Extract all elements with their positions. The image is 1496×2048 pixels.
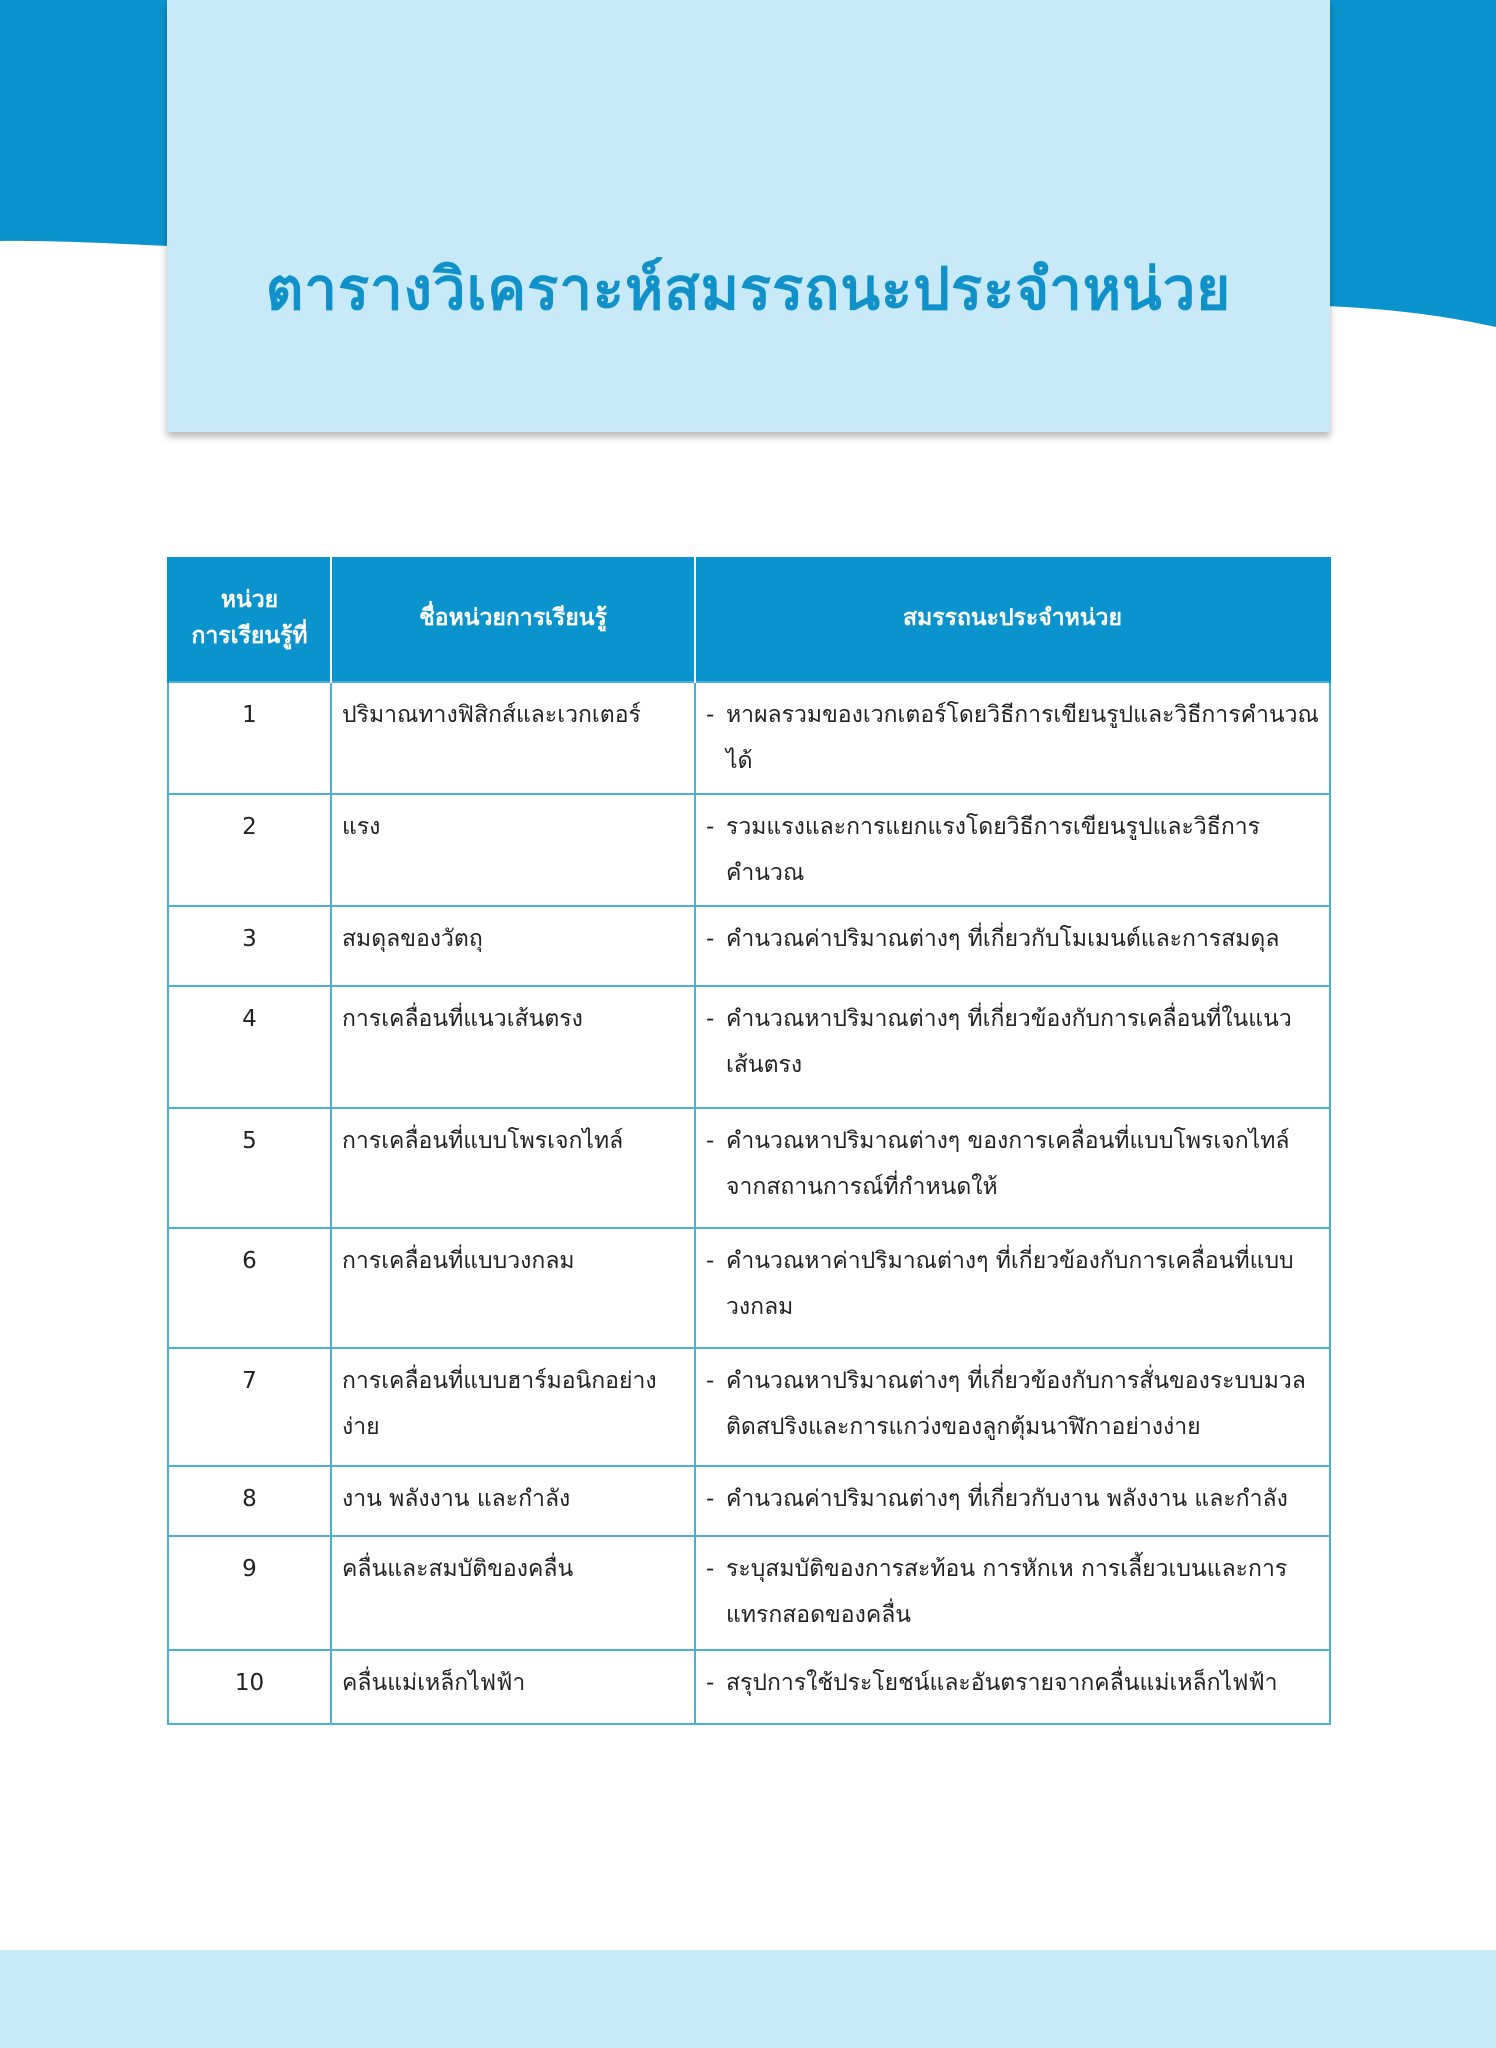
competency-item	[706, 1238, 1319, 1330]
unit-name-cell: การเคลื่อนที่แนวเส้นตรง	[331, 986, 695, 1108]
bullet-dash: -	[706, 1128, 715, 1154]
header-unit-number	[168, 557, 331, 682]
bullet-dash: -	[706, 1486, 715, 1512]
bullet-dash: -	[706, 926, 715, 952]
unit-name-cell: แรง	[331, 794, 695, 906]
unit-name-cell: ปริมาณทางฟิสิกส์และเวกเตอร์	[331, 682, 695, 794]
table-row	[168, 1536, 1330, 1650]
bullet-dash: -	[706, 1368, 715, 1394]
competency-cell	[695, 1466, 1330, 1536]
bullet-dash: -	[706, 1556, 715, 1582]
competency-cell	[695, 906, 1330, 986]
competency-text: คำนวณหาปริมาณต่างๆ ของการเคลื่อนที่แบบโพรเจกไทล์จากสถานการณ์ที่กำหนดให้	[726, 1128, 1290, 1200]
competency-item	[706, 1546, 1319, 1638]
bullet-dash: -	[706, 1248, 715, 1274]
page-title: ตารางวิเคราะห์สมรรถนะประจำหน่วย	[265, 255, 1232, 323]
competency-text: คำนวณค่าปริมาณต่างๆ ที่เกี่ยวกับโมเมนต์และการสมดุล	[726, 926, 1280, 952]
table-header-row	[168, 557, 1330, 682]
table-body	[168, 682, 1330, 1724]
competency-table	[167, 557, 1331, 1725]
competency-cell	[695, 794, 1330, 906]
competency-text: คำนวณค่าปริมาณต่างๆ ที่เกี่ยวกับงาน พลังงาน และกำลัง	[726, 1486, 1288, 1512]
competency-item	[706, 804, 1319, 896]
competency-cell	[695, 1536, 1330, 1650]
competency-cell	[695, 1650, 1330, 1724]
unit-name-cell: การเคลื่อนที่แบบโพรเจกไทล์	[331, 1108, 695, 1228]
header-unit-name: ชื่อหน่วยการเรียนรู้	[331, 557, 695, 682]
table-row	[168, 1348, 1330, 1466]
competency-item	[706, 1118, 1319, 1210]
unit-name-cell: การเคลื่อนที่แบบวงกลม	[331, 1228, 695, 1348]
footer-band	[0, 1950, 1496, 2048]
unit-name-cell: คลื่นแม่เหล็กไฟฟ้า	[331, 1650, 695, 1724]
table-row	[168, 682, 1330, 794]
unit-number-cell: 8	[168, 1466, 331, 1536]
competency-text: รวมแรงและการแยกแรงโดยวิธีการเขียนรูปและวิธีการคำนวณ	[726, 814, 1261, 886]
competency-item	[706, 1358, 1319, 1450]
bullet-dash: -	[706, 1670, 715, 1696]
competency-text: คำนวณหาค่าปริมาณต่างๆ ที่เกี่ยวข้องกับการเคลื่อนที่แบบวงกลม	[726, 1248, 1294, 1320]
table-row	[168, 1466, 1330, 1536]
table-row	[168, 1228, 1330, 1348]
unit-name-cell: งาน พลังงาน และกำลัง	[331, 1466, 695, 1536]
unit-number-cell: 4	[168, 986, 331, 1108]
unit-name-cell: คลื่นและสมบัติของคลื่น	[331, 1536, 695, 1650]
unit-number-cell: 3	[168, 906, 331, 986]
competency-text: หาผลรวมของเวกเตอร์โดยวิธีการเขียนรูปและวิธีการคำนวณได้	[726, 702, 1319, 774]
competency-cell	[695, 986, 1330, 1108]
unit-number-cell: 5	[168, 1108, 331, 1228]
competency-item	[706, 916, 1319, 962]
table-row	[168, 986, 1330, 1108]
competency-item	[706, 692, 1319, 784]
header-competency: สมรรถนะประจำหน่วย	[695, 557, 1330, 682]
table-row	[168, 1108, 1330, 1228]
competency-text: สรุปการใช้ประโยชน์และอันตรายจากคลื่นแม่เหล็กไฟฟ้า	[726, 1670, 1278, 1696]
bullet-dash: -	[706, 702, 715, 728]
competency-cell	[695, 682, 1330, 794]
competency-text: คำนวณหาปริมาณต่างๆ ที่เกี่ยวข้องกับการสั่นของระบบมวลติดสปริงและการแกว่งของลูกตุ้มนาฬิกาอย่างง่าย	[726, 1368, 1306, 1440]
unit-number-cell: 6	[168, 1228, 331, 1348]
unit-number-cell: 1	[168, 682, 331, 794]
competency-text: ระบุสมบัติของการสะท้อน การหักเห การเลี้ยวเบนและการแทรกสอดของคลื่น	[726, 1556, 1288, 1628]
unit-number-cell: 7	[168, 1348, 331, 1466]
table-row	[168, 906, 1330, 986]
unit-number-cell: 9	[168, 1536, 331, 1650]
header-unit-line1: หน่วย	[220, 587, 279, 614]
unit-name-cell: การเคลื่อนที่แบบฮาร์มอนิกอย่างง่าย	[331, 1348, 695, 1466]
unit-number-cell: 2	[168, 794, 331, 906]
competency-cell	[695, 1348, 1330, 1466]
competency-item	[706, 1476, 1319, 1522]
bullet-dash: -	[706, 814, 715, 840]
unit-number-cell: 10	[168, 1650, 331, 1724]
table-row	[168, 794, 1330, 906]
title-card	[167, 0, 1330, 432]
competency-cell	[695, 1228, 1330, 1348]
bullet-dash: -	[706, 1006, 715, 1032]
table-row	[168, 1650, 1330, 1724]
competency-item	[706, 1660, 1319, 1706]
unit-name-cell: สมดุลของวัตถุ	[331, 906, 695, 986]
competency-text: คำนวณหาปริมาณต่างๆ ที่เกี่ยวข้องกับการเคลื่อนที่ในแนวเส้นตรง	[726, 1006, 1292, 1078]
competency-cell	[695, 1108, 1330, 1228]
competency-item	[706, 996, 1319, 1088]
header-unit-line2: การเรียนรู้ที่	[191, 623, 308, 649]
